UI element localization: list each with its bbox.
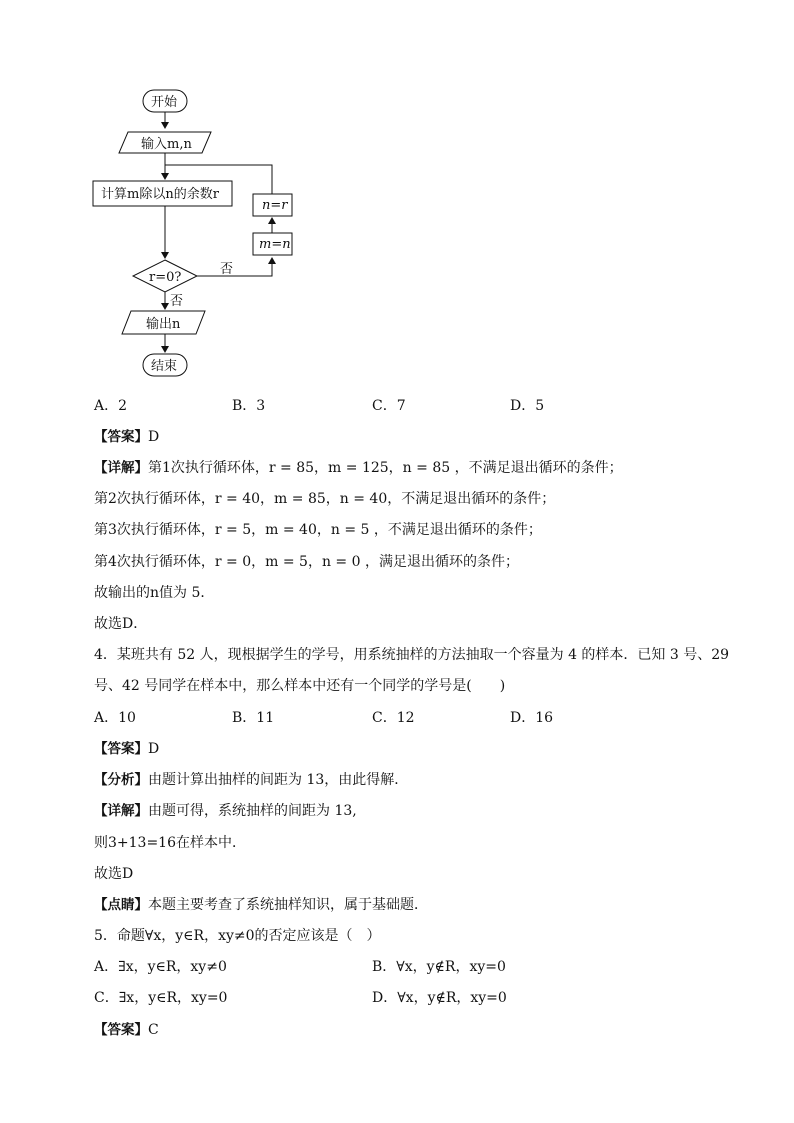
q3-conclusion: 故选D． (94, 616, 148, 632)
start-label: 开始 (151, 95, 178, 110)
q5-option-d: D．∀x，y∉R，xy=0 (372, 990, 507, 1006)
q4-analysis (94, 771, 408, 789)
decision-label: r=0? (149, 270, 182, 285)
output-label: 输出n (146, 317, 181, 332)
q5-option-a: A．∃x，y∈R，xy≠0 (94, 959, 227, 975)
q3-detail-5: 故输出的n值为 5． (94, 585, 215, 601)
detail-tag: 【详解】 (94, 803, 148, 819)
input-label: 输入m,n (141, 137, 192, 152)
q3-option-a: A．2 (94, 398, 128, 414)
answer-tag: 【答案】 (94, 1022, 148, 1038)
detail-text: 第1次执行循环体，r = 85，m = 125，n = 85 ，不满足退出循环的条件； (148, 460, 623, 476)
q4-conclusion: 故选D (94, 866, 134, 882)
q4-option-a: A．10 (94, 710, 136, 726)
answer-tag: 【答案】 (94, 429, 148, 445)
q4-detail-2: 则3+13=16在样本中． (94, 835, 246, 851)
q4-option-d: D．16 (510, 710, 554, 726)
q4-stem-2: 号、42 号同学在样本中，那么样本中还有一个同学的学号是( ) (94, 678, 506, 694)
answer-value: D (148, 429, 160, 445)
q5-option-b: B．∀x，y∉R，xy=0 (372, 959, 506, 975)
q3-option-c: C．7 (372, 398, 406, 414)
q4-stem-1: 4．某班共有 52 人，现根据学生的学号，用系统抽样的方法抽取一个容量为 4 的样本．已知 3 号、29 (94, 647, 730, 663)
flowchart (0, 0, 794, 400)
q4-detail (94, 802, 357, 820)
analysis-text: 由题计算出抽样的间距为 13，由此得解． (148, 772, 409, 788)
q3-detail-2: 第2次执行循环体，r = 40，m = 85，n = 40，不满足退出循环的条件； (94, 491, 556, 507)
comment-text: 本题主要考查了系统抽样知识，属于基础题． (148, 897, 428, 913)
q4-comment (94, 896, 428, 914)
assign-n-label: n=r (262, 198, 288, 213)
detail-text: 由题可得，系统抽样的间距为 13, (148, 803, 357, 819)
q4-option-b: B．11 (232, 710, 275, 726)
q3-detail-3: 第3次执行循环体，r = 5，m = 40，n = 5 ，不满足退出循环的条件； (94, 522, 542, 538)
q5-stem: 5．命题∀x，y∈R，xy≠0的否定应该是（ ） (94, 928, 381, 944)
q3-answer (94, 428, 159, 446)
q3-option-d: D．5 (510, 398, 545, 414)
compute-label: 计算m除以n的余数r (101, 187, 219, 202)
assign-m-label: m=n (259, 237, 291, 252)
detail-tag: 【详解】 (94, 460, 148, 476)
end-label: 结束 (151, 359, 178, 374)
analysis-tag: 【分析】 (94, 772, 148, 788)
answer-tag: 【答案】 (94, 741, 148, 757)
q5-answer (94, 1021, 159, 1039)
q3-detail-1 (94, 459, 623, 477)
q4-option-c: C．12 (372, 710, 415, 726)
answer-value: C (148, 1022, 159, 1038)
q4-answer (94, 740, 159, 758)
no-label-down: 否 (170, 294, 184, 309)
answer-value: D (148, 741, 160, 757)
q3-option-b: B．3 (232, 398, 266, 414)
no-label-right: 否 (220, 262, 234, 277)
q5-option-c: C．∃x，y∈R，xy=0 (94, 990, 228, 1006)
q3-detail-4: 第4次执行循环体，r = 0，m = 5，n = 0 ，满足退出循环的条件； (94, 554, 519, 570)
comment-tag: 【点睛】 (94, 897, 148, 913)
